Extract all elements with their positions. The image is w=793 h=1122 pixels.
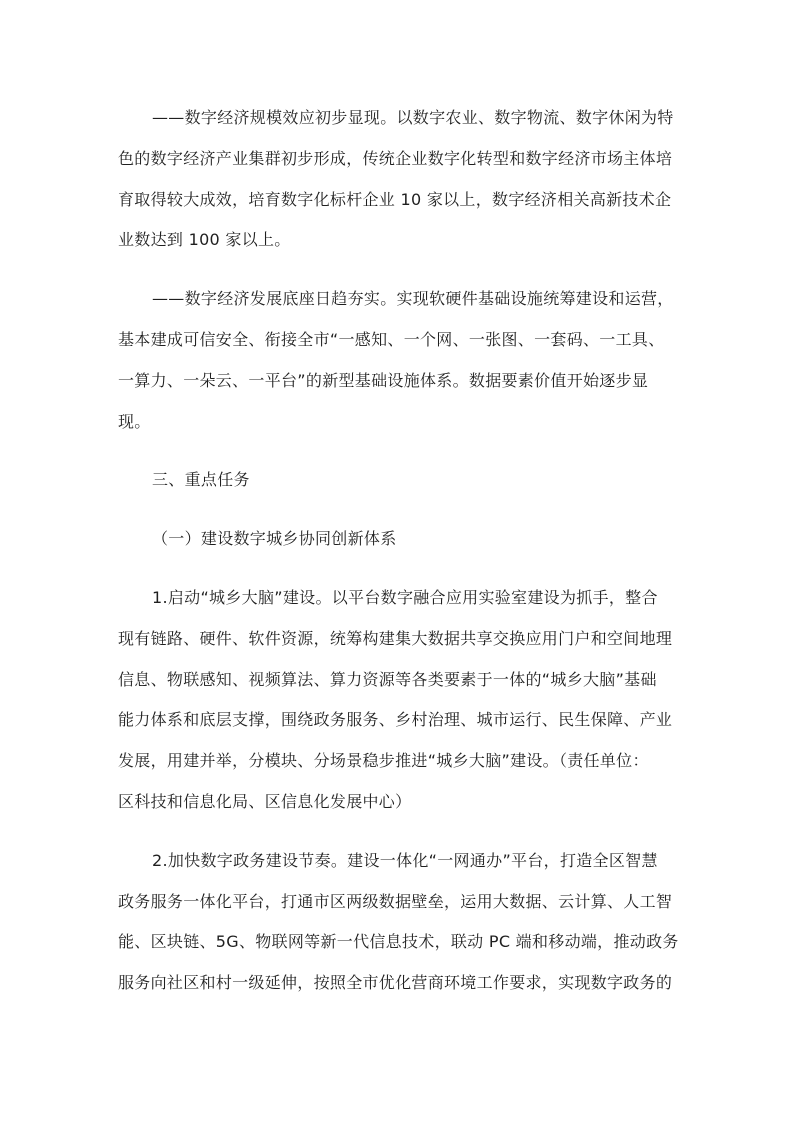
subsection-heading-block	[118, 519, 674, 560]
text-line: 2.加快数字政务建设节奏。建设一体化“一网通办”平台，打造全区智慧	[152, 850, 658, 870]
text-line: 服务向社区和村一级延伸，按照全市优化营商环境工作要求，实现数字政务的	[118, 973, 673, 993]
text-line: 现。	[118, 411, 151, 431]
text-line: 发展，用建并举，分模块、分场景稳步推进“城乡大脑”建设。（责任单位：	[118, 751, 649, 771]
text-line: 业数达到 100 家以上。	[118, 230, 291, 250]
text-line: 信息、物联感知、视频算法、算力资源等各类要素于一体的“城乡大脑”基础	[118, 669, 657, 689]
text-line: 一算力、一朵云、一平台”的新型基础设施体系。数据要素价值开始逐步显	[118, 370, 649, 390]
text-line: ——数字经济发展底座日趋夯实。实现软硬件基础设施统筹建设和运营，	[152, 289, 674, 309]
paragraph-scale-effect	[118, 98, 674, 261]
paragraph-infrastructure	[118, 279, 674, 442]
section-heading: 三、重点任务	[152, 470, 250, 490]
text-line: 育取得较大成效，培育数字化标杆企业 10 家以上，数字经济相关高新技术企	[118, 189, 672, 209]
text-line: 基本建成可信安全、衔接全市“一感知、一个网、一张图、一套码、一工具、	[118, 329, 665, 349]
text-line: 现有链路、硬件、软件资源，统筹构建集大数据共享交换应用门户和空间地理	[118, 628, 673, 648]
text-line: 色的数字经济产业集群初步形成，传统企业数字化转型和数字经济市场主体培	[118, 148, 673, 168]
section-heading-block	[118, 460, 674, 501]
text-line: ——数字经济规模效应初步显现。以数字农业、数字物流、数字休闲为特	[152, 108, 674, 127]
subsection-heading: （一）建设数字城乡协同创新体系	[152, 529, 397, 549]
paragraph-city-brain	[118, 578, 674, 823]
text-line: 能、区块链、5G、物联网等新一代信息技术，联动 PC 端和移动端，推动政务	[118, 932, 679, 952]
text-line: 政务服务一体化平台，打通市区两级数据壁垒，运用大数据、云计算、人工智	[118, 891, 673, 911]
paragraph-digital-government	[118, 841, 679, 1004]
text-line: 能力体系和底层支撑，围绕政务服务、乡村治理、城市运行、民生保障、产业	[118, 710, 673, 730]
text-line: 区科技和信息化局、区信息化发展中心）	[118, 791, 412, 811]
document-body	[118, 98, 679, 1004]
text-line: 1.启动“城乡大脑”建设。以平台数字融合应用实验室建设为抓手，整合	[152, 587, 658, 607]
